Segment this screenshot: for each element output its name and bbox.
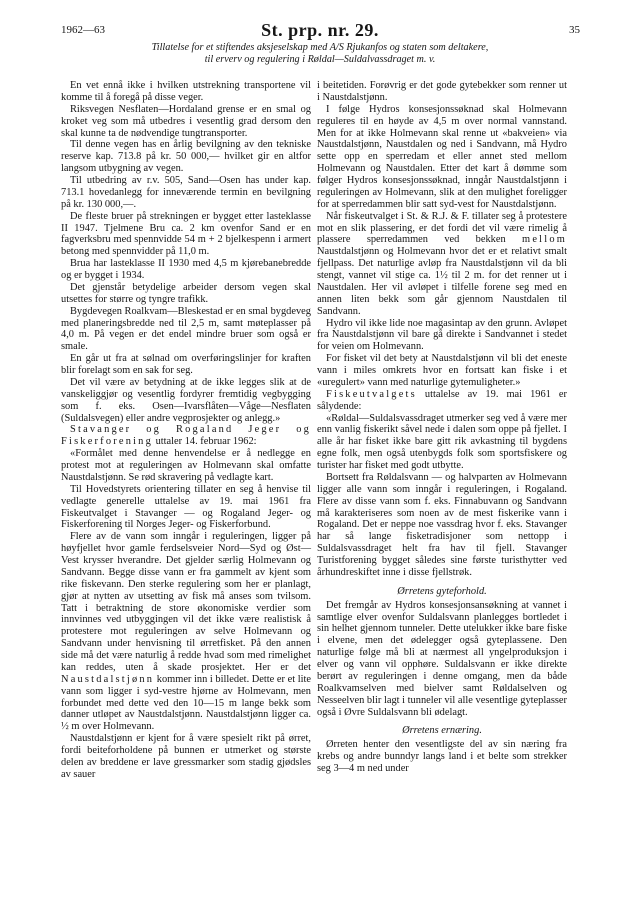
paragraph: «Formålet med denne henvendelse er å nedlegge en protest mot at reguleringen av Holmevann skal omfatte Naustdalstjønn. Se rød skravering på vedlagte kart. — [61, 448, 311, 483]
header-title: St. prp. nr. 29. — [261, 20, 379, 40]
paragraph: I følge Hydros konsesjonssøknad skal Holmevann reguleres til en høyde av 4,5 m over normal vannstand. Men for at ikke Holmevann skal renne ut «bakveien» via Naustdalstjønn, Naustdalen og ned i Sandvann, må Hydro sette opp en sperredam et eller annet sted mellom Holmevann og Naustdalen. Etter det kart å dømme som følger Hydros konsesjonssøknad, inngår Naustdalstjønn i reguleringen av Holmevann, slik at den mulighet foreligger for at sperredammen blir satt syd-vest for Naustdalstjønn. — [317, 103, 567, 210]
paragraph: Til Hovedstyrets orientering tillater en seg å henvise til vedlagte generelle uttalelse av 19. mai 1961 fra Fiskeutvalget i Stavanger — og Rogaland Jeger- og Fiskerforening til Norges Jeger- og Fiskerforbund. — [61, 483, 311, 531]
organization-name: Fiskeutvalgets — [326, 388, 417, 400]
paragraph: En vet ennå ikke i hvilken utstrekning transportene vil komme til å foregå på disse veger. — [61, 80, 311, 103]
paragraph: Brua har lasteklasse II 1930 med 4,5 m kjørebanebredde og er bygget i 1934. — [61, 258, 311, 281]
running-subtitle — [80, 42, 560, 65]
paragraph: Det gjenstår betydelige arbeider dersom vegen skal utsettes for større og tyngre trafikk. — [61, 281, 311, 305]
paragraph: i beitetiden. Forøvrig er det gode gytebekker som renner ut i Naustdalstjønn. — [317, 80, 567, 103]
subtitle-line-1: Tillatelse for et stiftendes aksjeselskap med A/S Rjukanfos og staten som deltakere, — [151, 42, 489, 53]
paragraph: En går ut fra at sølnad om overføringslinjer for kraften blir forelagt som en sak for seg. — [61, 353, 311, 376]
paragraph: De fleste bruer på strekningen er bygget etter lasteklasse II 1947. Tjelmene Bru ca. 2 km ovenfor Sand er en fagverksbru med spennvidde 54 m + 2 bjelkespenn i armert betong med spennvidder på 11,0 m. — [61, 210, 311, 258]
right-column — [317, 80, 567, 775]
subtitle-line-2: til erverv og regulering i Røldal—Suldalvassdraget m. v. — [204, 53, 436, 65]
paragraph: Bygdevegen Roalkvam—Bleskestad er en smal bygdeveg med planeringsbredde ned til 2,5 m, samt møteplasser på 4,0 m. På vegen er det endel mindre bruer som også er smale. — [61, 305, 311, 353]
paragraph: Flere av de vann som inngår i reguleringen, ligger på høyfjellet hvor gamle ferdselsveier Nord—Syd og Øst—Vest krysser hverandre. Det gjelder særlig Holmevann og Sandvann. Begge disse vann er fra gammelt av kjent som rike fiskevann. Den sterke regulering som her er planlagt, gjør at nytten av utsetting av fisk må anses som tvilsom. Tatt i betraktning de store økonomiske verdier som innvinnes ved utbyggingen vil det ikke være realistisk å protestere mot reguleringen av selve Holmevann og Sandvann under henvisning til ørretfisket. På den annen side må det være naturlig å redde hvad som med rimelighet kan reddes, uten å skade prosjektet. Her er det Naustdalstjønn kommer inn i billedet. Dette er et lite vann som ligger i syd-vestre hjørne av Holmevann, men forbundet med dette ved den 10—15 m lange bekk som danner utløpet av Naustdalstjønn. Naustdalstjønn ligger ca. ½ m over Holmevann. — [61, 531, 311, 733]
paragraph: Til denne vegen has en årlig bevilgning av den tekniske reserve kap. 713.8 på kr. 50 000,— hvilket gir en altfor langsom utbygning av vegen. — [61, 139, 311, 175]
paragraph: Stavanger og Rogaland Jeger og Fiskerforening uttaler 14. februar 1962: — [61, 424, 311, 448]
paragraph: Naustdalstjønn er kjent for å være spesielt rikt på ørret, fordi beiteforholdene på bunnen er utmerket og største delen av breddene er lave gressmarker som stadig gjødsles av sauer — [61, 733, 311, 780]
paragraph: Riksvegen Nesflaten—Hordaland grense er en smal og kroket veg som må utbedres i vesentlig grad dersom den skal kunne ta de nødvendige tungtransporter. — [61, 103, 311, 139]
organization-name: Stavanger og Rogaland Jeger og Fiskerforening — [61, 424, 311, 448]
paragraph: Det fremgår av Hydros konsesjonsansøkning at vannet i samtlige elver ovenfor Suldalsvann planlegges bortledet i sin helhet gjennom tunneler. Dette utelukker ikke bare fiske i elvene, men det ødelegger også gyteplassene. Den naturlige følge må bli at nærmest all yngelproduksjon i elver og vann vil opphøre. Suldalsvann er ikke direkte berørt av reguleringen i denne omgang, men da både Roalkvamselven med bielver samt Røldalselven og Nesseelven blir lagt i tunneler vil alle vesentlige gyteplasser også i Øvre Suldalsvann bli ødelagt. — [317, 599, 567, 718]
emphasized-term: Naustdalstjønn — [61, 673, 155, 685]
paragraph: Det vil være av betydning at de ikke legges slik at de vanskeliggjør og vesentlig fordyrer fremtidig vegbygging som f. eks. Osen—Ivarsflåten—Våge—Nesflaten (Suldalsvegen) eller andre vegprosjekter og anlegg.» — [61, 376, 311, 424]
paragraph: Når fiskeutvalget i St. & R.J. & F. tillater seg å protestere mot en slik plassering, er det fordi det vil være rimelig å plassere sperredammen ved bekken mellom Naustdalstjønn og Holmevann hvor det er et relativt smalt fjellpass. Det naturlige avløp fra Naustdalstjønn vil da bli stengt, vannet vil stige ca. 1½ til 2 m. for det renner ut i Naustdalen. Her vil avløpet i tilfelle forene seg med en annen liten bekk som går gjennom Naustdalen til Sandvann. — [317, 210, 567, 317]
paragraph: Til utbedring av r.v. 505, Sand—Osen has under kap. 713.1 hovedanlegg for inneværende termin en bevilgning på kr. 130 000,—. — [61, 175, 311, 210]
paragraph: «Røldal—Suldalsvassdraget utmerker seg ved å være mer enn vanlig fiskerikt såvel nede i dalen som oppe på fjellet. I alle år har fisket ikke bare gitt rik avkastning til bygdens egne folk, men også utenbygds folk som sportsfiskere og turister har fisket med godt utbytte. — [317, 412, 567, 471]
emphasized-term: mellom — [522, 234, 567, 246]
left-column — [61, 80, 311, 781]
section-heading: Ørretens ernæring. — [402, 725, 482, 737]
paragraph: Fiskeutvalgets uttalelse av 19. mai 1961 er sålydende: — [317, 388, 567, 412]
header-session: 1962—63 — [61, 24, 105, 36]
paragraph: Ørreten henter den vesentligste del av sin næring fra krebs og andre bunndyr langs land i et belte som strekker seg 3—4 m ned under — [317, 739, 567, 774]
page-number: 35 — [569, 24, 580, 36]
paragraph: For fisket vil det bety at Naustdalstjønn vil bli det eneste vann i miles omkrets hvor en fortsatt kan fiske i et «uregulert» vann med naturlige gytemuligheter.» — [317, 353, 567, 388]
paragraph: Hydro vil ikke lide noe magasintap av den grunn. Avløpet fra Naustdalstjønn vil bare gå direkte i Sandvannet i stedet for veien om Holmevann. — [317, 317, 567, 353]
paragraph: Bortsett fra Røldalsvann — og halvparten av Holmevann ligger alle vann som inngår i reguleringen, i Rogaland. Flere av disse vann som f. eks. Finnabuvann og Sandvann må karakteriseres som noen av de mest fiskerike vann i Rogaland. Det er neppe noe vassdrag hvor f. eks. Stavanger har så lange fisketradisjoner som nettopp i Suldalsvassdraget helt fra hav til fjell. Stavanger Turistforening bygget således sine første turisthytter ved århundreskiftet inne i disse fjellstrøk. — [317, 471, 567, 578]
section-heading: Ørretens gyteforhold. — [397, 585, 487, 597]
